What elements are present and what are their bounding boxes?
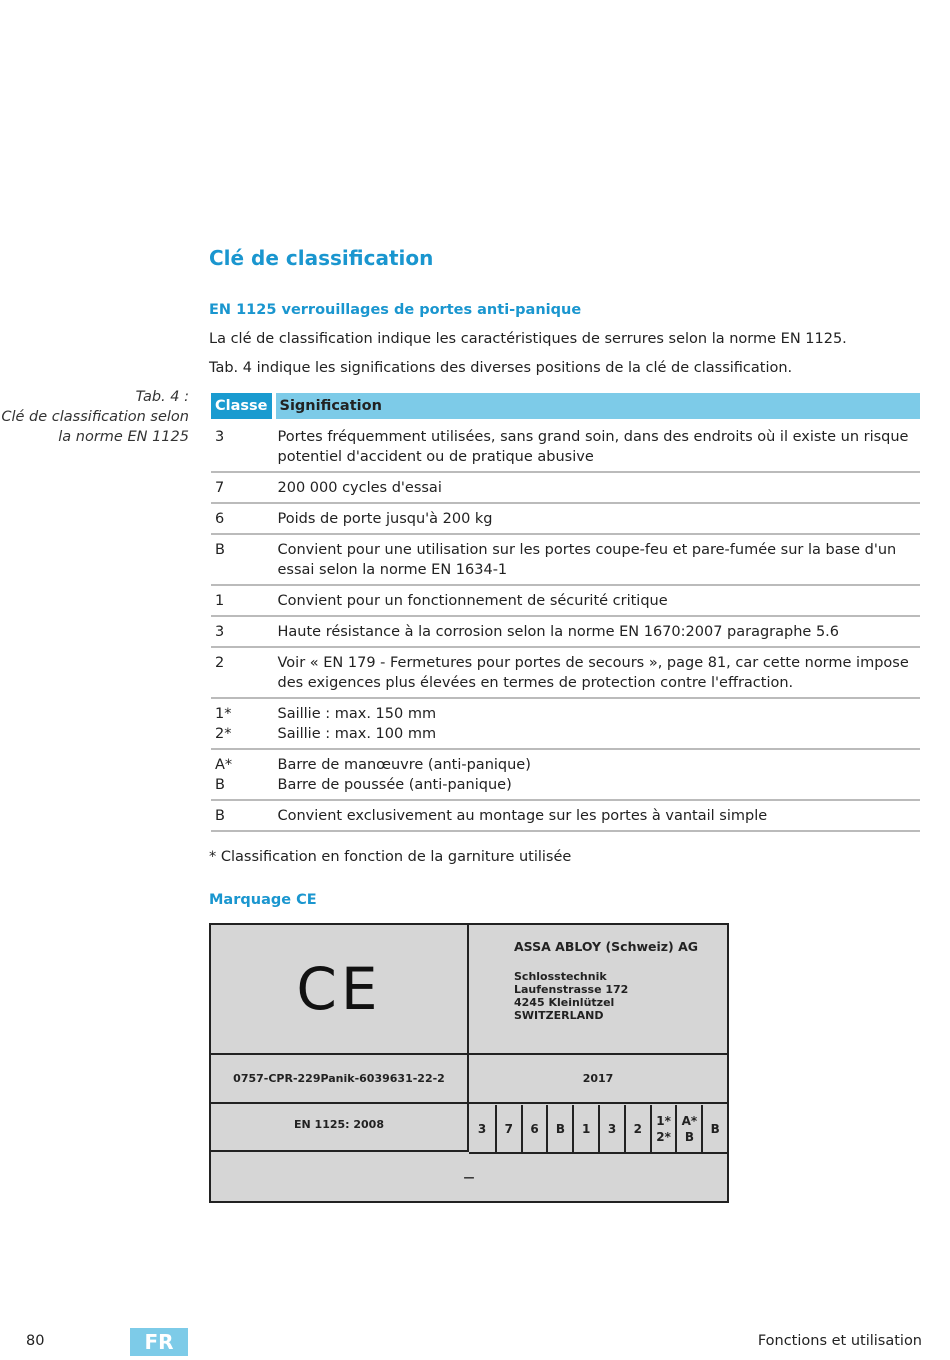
table-row [211, 749, 920, 800]
class-code-cell: 7 [495, 1105, 521, 1152]
footnote: * Classification en fonction de la garniture utilisée [209, 849, 572, 865]
cell-signification: Portes fréquemment utilisées, sans grand soin, dans des endroits où il existe un risque potentiel d'accident ou de pratique abusive [274, 419, 921, 472]
class-code-cell: 3 [598, 1105, 624, 1152]
header-classe: Classe [211, 393, 274, 419]
table-caption [1, 387, 189, 447]
page-number: 80 [26, 1333, 45, 1349]
certificate-cell: 0757-CPR-229Panik-6039631-22-2 [211, 1055, 469, 1104]
year-cell: 2017 [469, 1055, 727, 1104]
table-row [211, 419, 920, 472]
cell-classe: B [211, 800, 274, 831]
cell-classe: 2 [211, 647, 274, 698]
cell-classe: 3 [211, 419, 274, 472]
class-code-cell: 1* 2* [650, 1105, 676, 1152]
caption-line: la norme EN 1125 [58, 429, 189, 445]
cell-signification: Convient exclusivement au montage sur les portes à vantail simple [274, 800, 921, 831]
cell-signification: Haute résistance à la corrosion selon la norme EN 1670:2007 paragraphe 5.6 [274, 616, 921, 647]
classification-table [211, 393, 920, 832]
manufacturer-cell [469, 925, 727, 1055]
cell-signification: Barre de manœuvre (anti-panique) Barre de poussée (anti-panique) [274, 749, 921, 800]
class-code-cell: B [546, 1105, 572, 1152]
footer-section: Fonctions et utilisation [757, 1333, 922, 1349]
class-code-cell: 2 [624, 1105, 650, 1152]
address-line: Laufenstrasse 172 [514, 983, 629, 996]
class-code-cell: A* B [675, 1105, 701, 1152]
cell-classe: 1 [211, 585, 274, 616]
cell-signification: Poids de porte jusqu'à 200 kg [274, 503, 921, 534]
class-code-cell: B [701, 1105, 727, 1152]
standard-cell: EN 1125: 2008 [211, 1104, 469, 1152]
address-line: SWITZERLAND [514, 1009, 604, 1022]
cell-classe: 6 [211, 503, 274, 534]
language-badge: FR [130, 1328, 188, 1356]
table-row [211, 585, 920, 616]
class-code-cell: 3 [477, 1121, 487, 1136]
cell-classe: 1* 2* [211, 698, 274, 749]
blank-cell: — [463, 1171, 475, 1184]
address-line: Schlosstechnik [514, 970, 607, 983]
cell-classe: 7 [211, 472, 274, 503]
header-signification: Signification [274, 393, 921, 419]
paragraph: La clé de classification indique les caractéristiques de serrures selon la norme EN 1125. [209, 331, 847, 347]
cell-signification: 200 000 cycles d'essai [274, 472, 921, 503]
page-title: Clé de classification [209, 246, 434, 270]
address-line: 4245 Kleinlützel [514, 996, 615, 1009]
caption-line: Clé de classification selon [1, 409, 189, 425]
cell-signification: Convient pour une utilisation sur les portes coupe-feu et pare-fumée sur la base d'un essai selon la norme EN 1634-1 [274, 534, 921, 585]
table-row [211, 800, 920, 831]
cell-classe: A* B [211, 749, 274, 800]
table-row [211, 616, 920, 647]
cell-classe: B [211, 534, 274, 585]
table-row [211, 647, 920, 698]
cell-signification: Voir « EN 179 - Fermetures pour portes de secours », page 81, car cette norme impose des exigences plus élevées en termes de protection contre l'effraction. [274, 647, 921, 698]
cell-classe: 3 [211, 616, 274, 647]
table-row [211, 534, 920, 585]
class-code-cell: 1 [572, 1105, 598, 1152]
paragraph: Tab. 4 indique les significations des diverses positions de la clé de classification. [209, 360, 793, 376]
table-row [211, 503, 920, 534]
caption-line: Tab. 4 : [135, 389, 189, 405]
company-name: ASSA ABLOY (Schweiz) AG [514, 939, 699, 954]
class-code-cell: 6 [521, 1105, 547, 1152]
section-heading: EN 1125 verrouillages de portes anti-panique [209, 302, 582, 318]
table-row [211, 698, 920, 749]
ce-heading: Marquage CE [209, 892, 317, 908]
cell-signification: Convient pour un fonctionnement de sécurité critique [274, 585, 921, 616]
ce-mark-logo: CE [296, 955, 382, 1023]
cell-signification: Saillie : max. 150 mm Saillie : max. 100 mm [274, 698, 921, 749]
table-row [211, 472, 920, 503]
ce-marking-label [209, 923, 729, 1203]
ce-mark-cell [211, 925, 469, 1055]
